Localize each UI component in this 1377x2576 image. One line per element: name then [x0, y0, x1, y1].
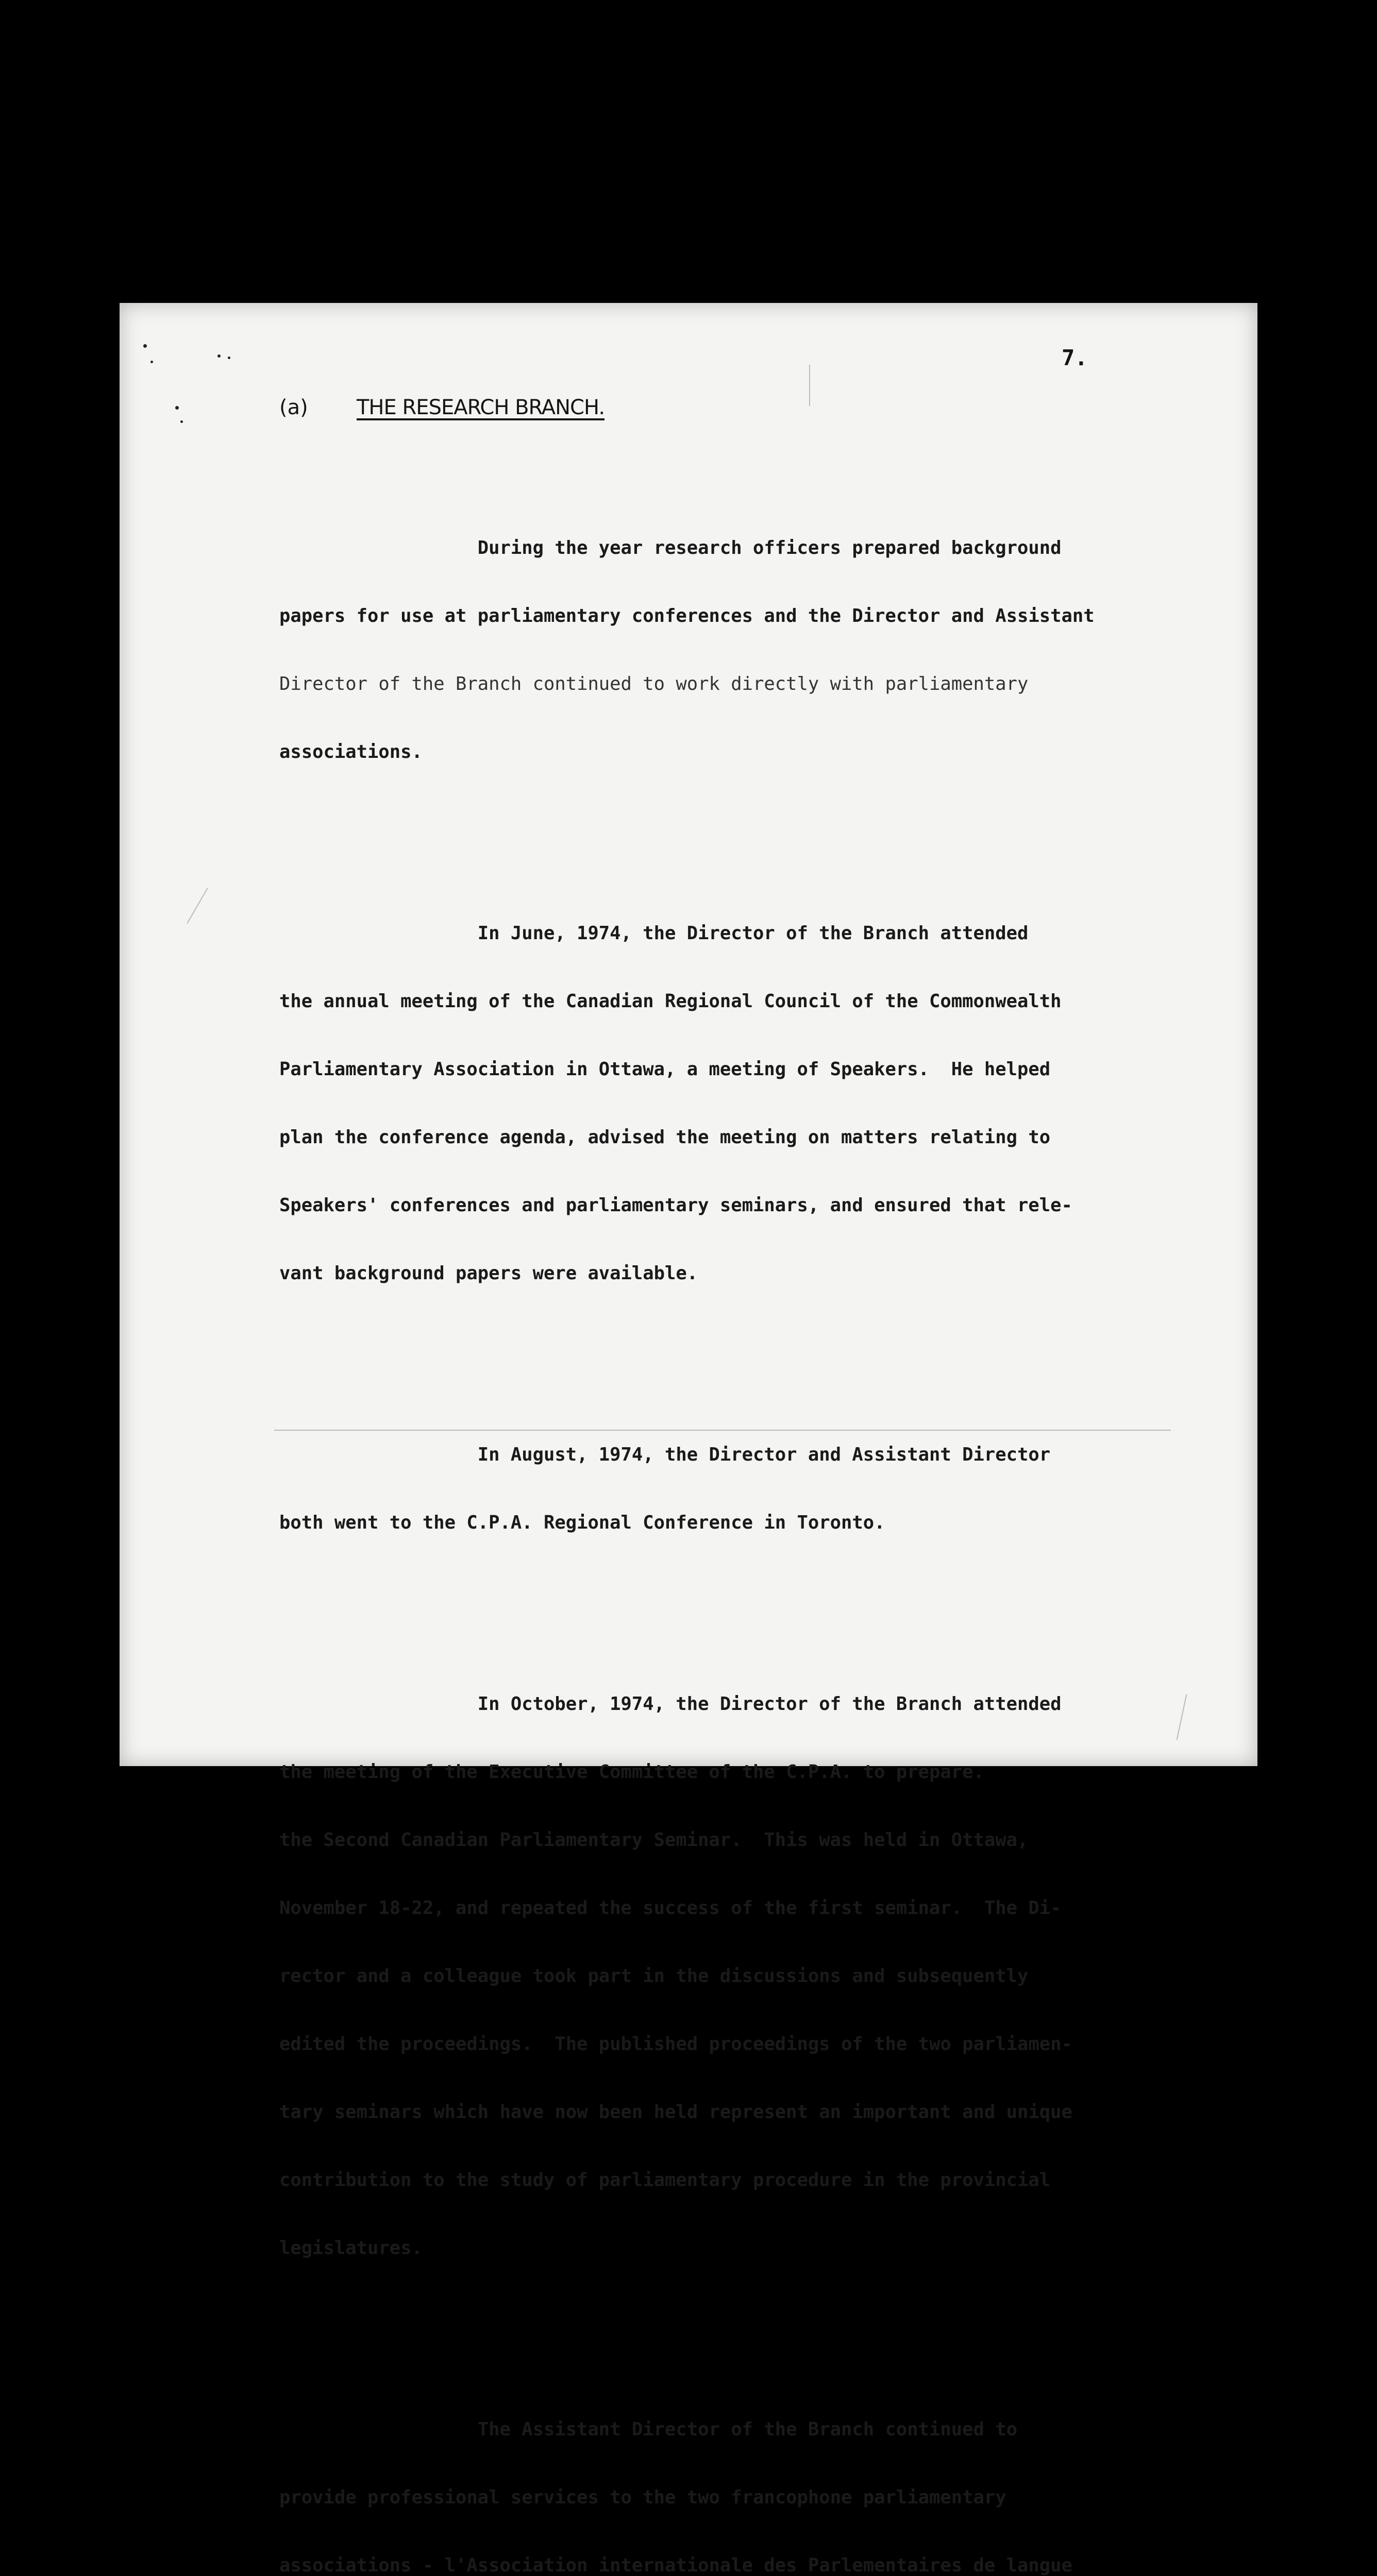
text-line: tary seminars which have now been held represent an important and unique: [279, 2102, 1072, 2123]
section-title: THE RESEARCH BRANCH.: [357, 396, 605, 419]
text-line: In August, 1974, the Director and Assistant Director: [279, 1444, 1051, 1465]
text-line: legislatures.: [279, 2238, 423, 2259]
paragraph-assistant-director: [279, 2373, 1181, 2576]
text-line: edited the proceedings. The published proceedings of the two parliamen-: [279, 2033, 1072, 2055]
text-line: associations - l'Association internationale des Parlementaires de langue: [279, 2555, 1072, 2576]
text-line: vant background papers were available.: [279, 1263, 698, 1284]
film-scratch: [187, 888, 208, 924]
text-line: both went to the C.P.A. Regional Conference in Toronto.: [279, 1512, 885, 1533]
text-line: provide professional services to the two francophone parliamentary: [279, 2487, 1006, 2508]
text-line: the meeting of the Executive Committee of the C.P.A. to prepare.: [279, 1761, 984, 1783]
page-number: 7.: [1062, 345, 1088, 370]
section-heading: [279, 396, 604, 419]
dust-speck: [175, 406, 179, 410]
paragraph-research-officers: [279, 492, 1181, 809]
text-line: During the year research officers prepared background: [279, 537, 1062, 558]
text-line: In June, 1974, the Director of the Branch attended: [279, 923, 1029, 944]
text-line: rector and a colleague took part in the discussions and subsequently: [279, 1965, 1029, 1987]
dust-speck: [150, 361, 153, 363]
text-line: Parliamentary Association in Ottawa, a meeting of Speakers. He helped: [279, 1059, 1051, 1080]
text-line: associations.: [279, 741, 423, 762]
dust-speck: [228, 357, 230, 359]
text-line: November 18-22, and repeated the success of the first seminar. The Di-: [279, 1897, 1062, 1919]
text-line: the Second Canadian Parliamentary Seminar. This was held in Ottawa,: [279, 1829, 1029, 1851]
paragraph-june-1974: [279, 877, 1181, 1330]
dust-speck: [217, 354, 221, 358]
text-line: The Assistant Director of the Branch continued to: [279, 2419, 1017, 2440]
text-line: In October, 1974, the Director of the Branch attended: [279, 1693, 1062, 1715]
body-text: [279, 446, 1181, 2576]
text-line: Director of the Branch continued to work directly with parliamentary: [279, 673, 1029, 694]
text-line: contribution to the study of parliamentary procedure in the provincial: [279, 2170, 1051, 2191]
document-page: [120, 303, 1257, 2576]
text-line: Speakers' conferences and parliamentary seminars, and ensured that rele-: [279, 1195, 1072, 1216]
dust-speck: [180, 420, 183, 423]
section-marker: (a): [279, 396, 308, 419]
text-line: papers for use at parliamentary conferences and the Director and Assistant: [279, 605, 1095, 626]
text-line: the annual meeting of the Canadian Regional Council of the Commonwealth: [279, 991, 1062, 1012]
paragraph-october-1974: [279, 1648, 1181, 2305]
dust-speck: [143, 344, 147, 348]
film-scratch: [809, 365, 810, 406]
paragraph-august-1974: [279, 1398, 1181, 1580]
text-line: plan the conference agenda, advised the meeting on matters relating to: [279, 1127, 1051, 1148]
